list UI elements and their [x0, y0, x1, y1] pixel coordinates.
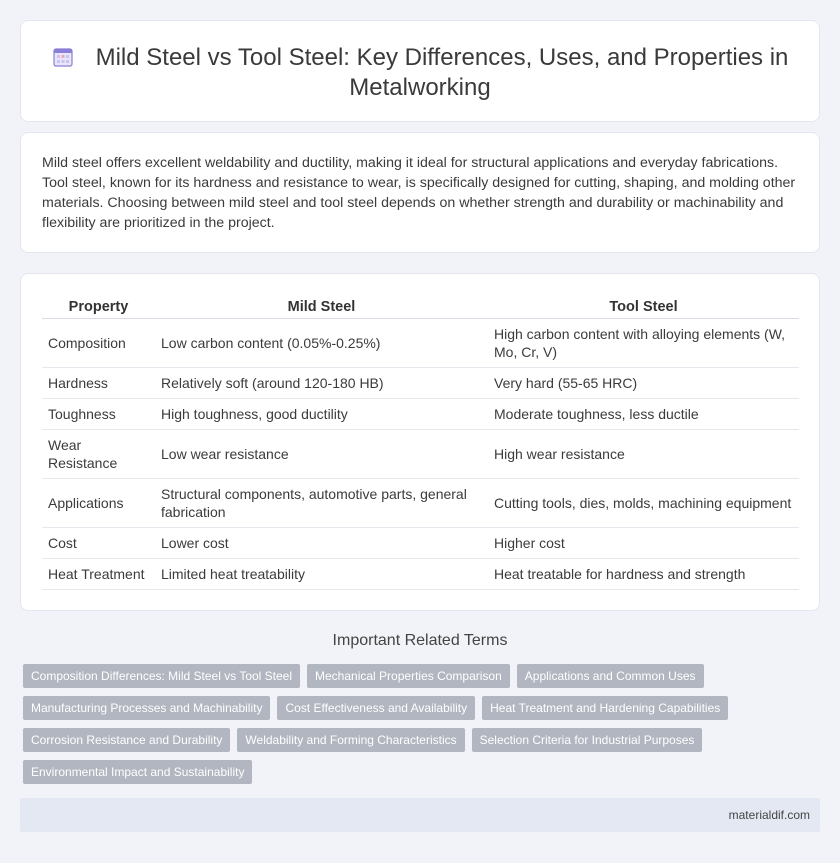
- row-property: Heat Treatment: [42, 559, 155, 590]
- tag-row: [23, 728, 823, 752]
- row-property: Applications: [42, 479, 155, 528]
- table-row: [42, 528, 799, 559]
- row-tool-steel: Heat treatable for hardness and strength: [488, 559, 799, 590]
- comparison-table: [42, 294, 799, 590]
- header-card: [20, 20, 820, 122]
- tag-row: [23, 760, 823, 784]
- row-mild-steel: High toughness, good ductility: [155, 399, 488, 430]
- row-tool-steel: Higher cost: [488, 528, 799, 559]
- row-property: Composition: [42, 319, 155, 368]
- related-term-tag[interactable]: Cost Effectiveness and Availability: [277, 696, 475, 720]
- row-property: Toughness: [42, 399, 155, 430]
- row-mild-steel: Limited heat treatability: [155, 559, 488, 590]
- row-property: Cost: [42, 528, 155, 559]
- table-row: [42, 319, 799, 368]
- header-mild-steel: Mild Steel: [155, 294, 488, 319]
- table-row: [42, 430, 799, 479]
- row-tool-steel: Moderate toughness, less ductile: [488, 399, 799, 430]
- row-mild-steel: Structural components, automotive parts, general fabrication: [155, 479, 488, 528]
- tag-row: [23, 664, 823, 688]
- related-term-tag[interactable]: Corrosion Resistance and Durability: [23, 728, 230, 752]
- related-term-tag[interactable]: Selection Criteria for Industrial Purposes: [472, 728, 703, 752]
- table-row: [42, 479, 799, 528]
- footer: [20, 798, 820, 832]
- row-tool-steel: Very hard (55-65 HRC): [488, 368, 799, 399]
- row-tool-steel: High carbon content with alloying elements (W, Mo, Cr, V): [488, 319, 799, 368]
- related-term-tag[interactable]: Applications and Common Uses: [517, 664, 704, 688]
- summary-card: [20, 132, 820, 253]
- related-term-tag[interactable]: Mechanical Properties Comparison: [307, 664, 510, 688]
- related-term-tag[interactable]: Weldability and Forming Characteristics: [237, 728, 464, 752]
- row-property: Wear Resistance: [42, 430, 155, 479]
- header-property: Property: [42, 294, 155, 319]
- row-mild-steel: Relatively soft (around 120-180 HB): [155, 368, 488, 399]
- tag-row: [23, 696, 823, 720]
- table-row: [42, 368, 799, 399]
- related-term-tag[interactable]: Composition Differences: Mild Steel vs Tool Steel: [23, 664, 300, 688]
- row-mild-steel: Low carbon content (0.05%-0.25%): [155, 319, 488, 368]
- related-terms-tags: [23, 664, 823, 792]
- row-tool-steel: Cutting tools, dies, molds, machining equipment: [488, 479, 799, 528]
- row-property: Hardness: [42, 368, 155, 399]
- table-header-row: [42, 294, 799, 319]
- header-tool-steel: Tool Steel: [488, 294, 799, 319]
- related-term-tag[interactable]: Manufacturing Processes and Machinability: [23, 696, 270, 720]
- footer-site-link[interactable]: materialdif.com: [728, 808, 810, 822]
- table-row: [42, 559, 799, 590]
- related-term-tag[interactable]: Environmental Impact and Sustainability: [23, 760, 252, 784]
- row-tool-steel: High wear resistance: [488, 430, 799, 479]
- row-mild-steel: Low wear resistance: [155, 430, 488, 479]
- related-terms-heading: Important Related Terms: [332, 632, 508, 649]
- table-row: [42, 399, 799, 430]
- related-term-tag[interactable]: Heat Treatment and Hardening Capabilities: [482, 696, 728, 720]
- page-title: Mild Steel vs Tool Steel: Key Differences, Uses, and Properties in Metalworking: [95, 44, 789, 101]
- row-mild-steel: Lower cost: [155, 528, 488, 559]
- summary-text: Mild steel offers excellent weldability and ductility, making it ideal for structural applications and everyday fabrications. Tool steel, known for its hardness and resistance to wear, is specifically designed for cutting, shaping, and molding other materials. Choosing between mild steel and tool steel depends on whether strength and durability or machinability and flexibility are prioritized in the project.: [42, 155, 796, 231]
- page-title-wrapper: [21, 43, 819, 103]
- comparison-table-card: [20, 273, 820, 611]
- calendar-grid-icon: [52, 46, 74, 68]
